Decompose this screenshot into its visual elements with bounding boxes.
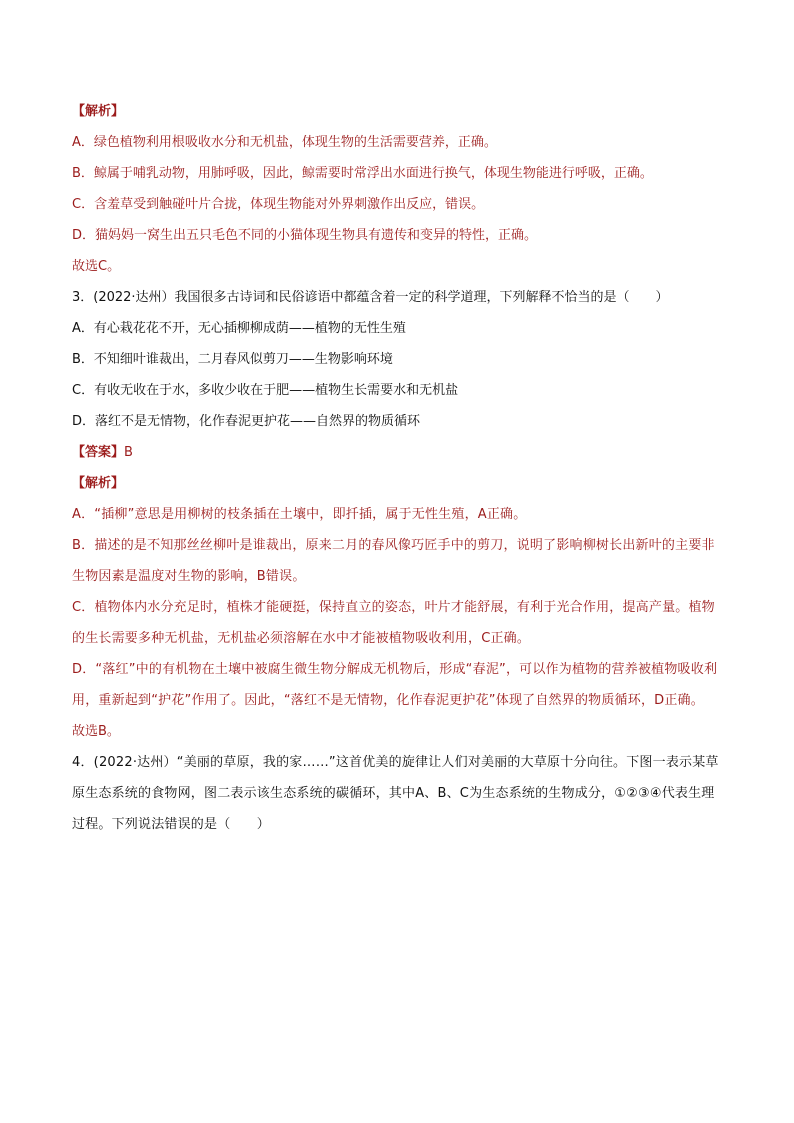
question-3-answer (72, 437, 724, 468)
question-3-option-b: B．不知细叶谁裁出，二月春风似剪刀——生物影响环境 (72, 352, 393, 367)
question-3-analysis-d: D．“落红”中的有机物在土壤中被腐生微生物分解成无机物后，形成“春泥”，可以作为植物的营养被植物吸收利用，重新起到“护花”作用了。因此，“落红不是无情物，化作春泥更护花”体现了自然界的物质循环，D正确。 (72, 662, 718, 708)
question-4-stem: 4．(2022·达州）“美丽的草原，我的家……”这首优美的旋律让人们对美丽的大草原十分向往。下图一表示某草原生态系统的食物网，图二表示该生态系统的碳循环，其中A、B、C为生态系统的生物成分，①②③④代表生理过程。下列说法错误的是（ ） (72, 755, 719, 832)
question-3-analysis-c: C．植物体内水分充足时，植株才能硬挺，保持直立的姿态，叶片才能舒展，有利于光合作用，提高产量。植物的生长需要多种无机盐，无机盐必须溶解在水中才能被植物吸收利用，C正确。 (72, 600, 715, 646)
analysis-header: 【解析】 (72, 104, 125, 119)
question-3-option-a: A．有心栽花花不开，无心插柳柳成荫——植物的无性生殖 (72, 321, 406, 336)
question-3-option-c: C．有收无收在于水，多收少收在于肥——植物生长需要水和无机盐 (72, 383, 459, 398)
question-3-option-d: D．落红不是无情物，化作春泥更护花——自然界的物质循环 (72, 414, 421, 429)
analysis-conclusion: 故选C。 (72, 259, 121, 274)
document-page (72, 96, 724, 840)
question-3-analysis-b: B．描述的是不知那丝丝柳叶是谁裁出，原来二月的春风像巧匠手中的剪刀，说明了影响柳树长出新叶的主要非生物因素是温度对生物的影响，B错误。 (72, 538, 715, 584)
question-3-conclusion: 故选B。 (72, 724, 120, 739)
answer-value: B (124, 445, 133, 460)
question-3-stem: 3．(2022·达州）我国很多古诗词和民俗谚语中都蕴含着一定的科学道理，下列解释不恰当的是（ ） (72, 290, 669, 305)
analysis-line-b: B．鲸属于哺乳动物，用肺呼吸，因此，鲸需要时常浮出水面进行换气，体现生物能进行呼吸，正确。 (72, 166, 653, 181)
analysis-line-d: D．猫妈妈一窝生出五只毛色不同的小猫体现生物具有遗传和变异的特性，正确。 (72, 228, 538, 243)
answer-label: 【答案】 (72, 445, 125, 460)
question-3-analysis-a: A．“插柳”意思是用柳树的枝条插在土壤中，即扦插，属于无性生殖，A正确。 (72, 507, 527, 522)
analysis-line-c: C．含羞草受到触碰叶片合拢，体现生物能对外界刺激作出反应，错误。 (72, 197, 485, 212)
analysis-line-a: A．绿色植物利用根吸收水分和无机盐，体现生物的生活需要营养，正确。 (72, 135, 497, 150)
question-3-analysis-header: 【解析】 (72, 476, 125, 491)
